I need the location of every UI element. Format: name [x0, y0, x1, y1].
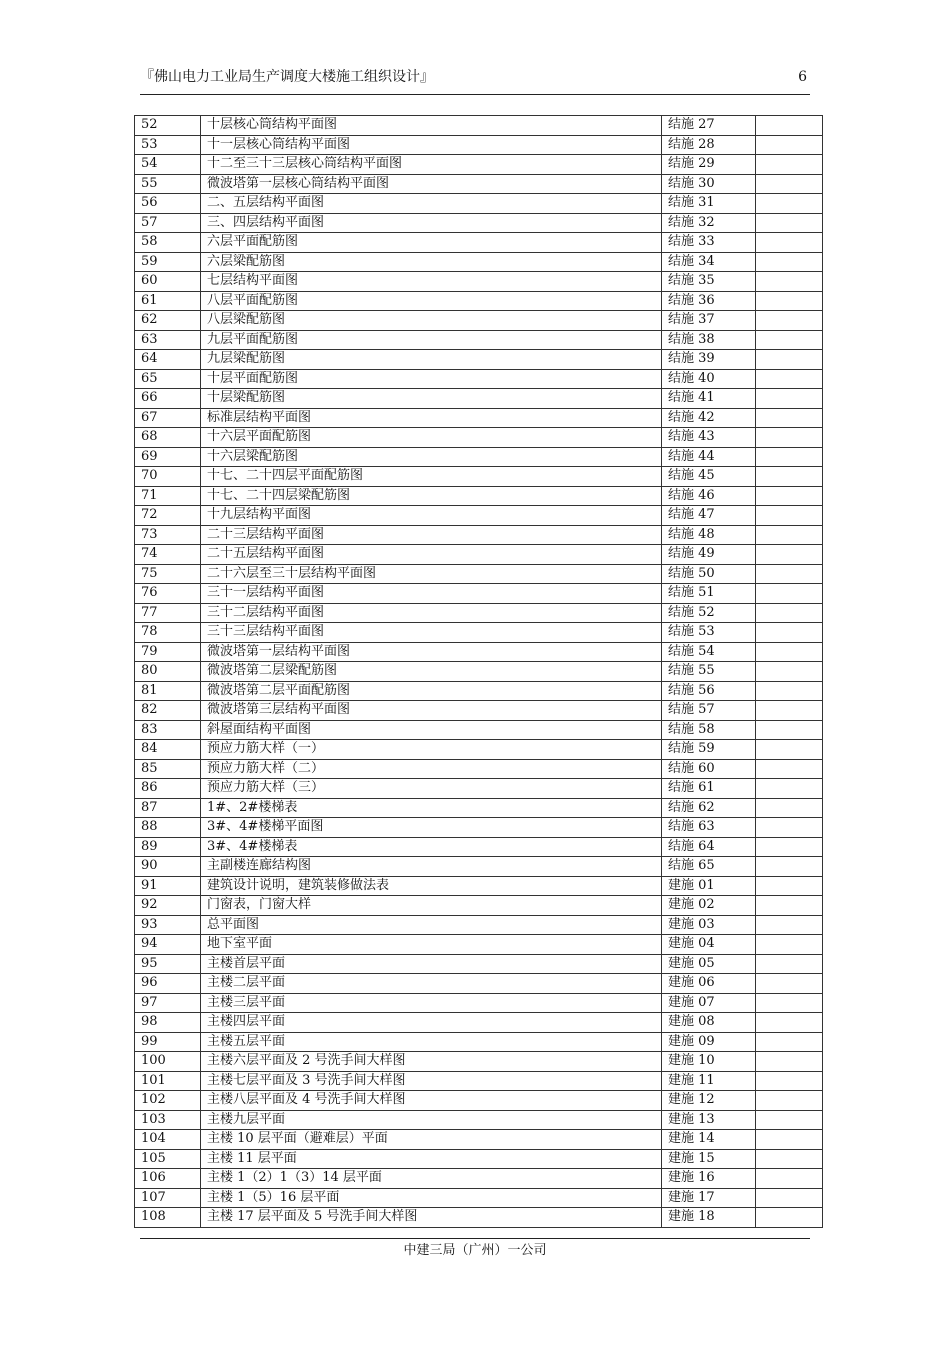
table-row	[135, 876, 823, 896]
note-cell	[756, 623, 823, 643]
drawing-name-cell: 3#、4#楼梯平面图	[201, 818, 662, 838]
row-number-cell: 99	[135, 1032, 201, 1052]
row-number-cell: 102	[135, 1091, 201, 1111]
row-number-cell: 103	[135, 1110, 201, 1130]
table-row	[135, 428, 823, 448]
note-cell	[756, 837, 823, 857]
row-number-cell: 89	[135, 837, 201, 857]
table-row	[135, 896, 823, 916]
drawing-code-cell: 结施 54	[662, 642, 756, 662]
row-number-cell: 80	[135, 662, 201, 682]
drawing-name-cell: 三十一层结构平面图	[201, 584, 662, 604]
row-number-cell: 97	[135, 993, 201, 1013]
table-row	[135, 740, 823, 760]
note-cell	[756, 545, 823, 565]
note-cell	[756, 408, 823, 428]
drawing-code-cell: 建施 09	[662, 1032, 756, 1052]
note-cell	[756, 447, 823, 467]
table-row	[135, 1013, 823, 1033]
row-number-cell: 60	[135, 272, 201, 292]
note-cell	[756, 857, 823, 877]
drawing-code-cell: 建施 16	[662, 1169, 756, 1189]
table-row	[135, 603, 823, 623]
drawing-name-cell: 主楼 1（5）16 层平面	[201, 1188, 662, 1208]
drawing-name-cell: 建筑设计说明，建筑装修做法表	[201, 876, 662, 896]
row-number-cell: 85	[135, 759, 201, 779]
note-cell	[756, 1208, 823, 1228]
table-row	[135, 857, 823, 877]
table-row	[135, 311, 823, 331]
table-row	[135, 1052, 823, 1072]
drawing-code-cell: 建施 14	[662, 1130, 756, 1150]
drawing-code-cell: 结施 40	[662, 369, 756, 389]
table-row	[135, 330, 823, 350]
drawing-code-cell: 建施 04	[662, 935, 756, 955]
row-number-cell: 105	[135, 1149, 201, 1169]
table-row	[135, 252, 823, 272]
row-number-cell: 92	[135, 896, 201, 916]
table-row	[135, 993, 823, 1013]
drawing-code-cell: 建施 06	[662, 974, 756, 994]
drawing-code-cell: 结施 59	[662, 740, 756, 760]
drawing-name-cell: 十一层核心筒结构平面图	[201, 135, 662, 155]
drawing-name-cell: 1#、2#楼梯表	[201, 798, 662, 818]
drawing-code-cell: 结施 37	[662, 311, 756, 331]
drawing-list-body	[135, 116, 823, 1228]
row-number-cell: 71	[135, 486, 201, 506]
row-number-cell: 70	[135, 467, 201, 487]
row-number-cell: 83	[135, 720, 201, 740]
row-number-cell: 61	[135, 291, 201, 311]
table-row	[135, 135, 823, 155]
drawing-name-cell: 微波塔第三层结构平面图	[201, 701, 662, 721]
note-cell	[756, 876, 823, 896]
drawing-name-cell: 十六层梁配筋图	[201, 447, 662, 467]
row-number-cell: 81	[135, 681, 201, 701]
row-number-cell: 108	[135, 1208, 201, 1228]
drawing-name-cell: 总平面图	[201, 915, 662, 935]
note-cell	[756, 1032, 823, 1052]
note-cell	[756, 194, 823, 214]
drawing-name-cell: 三、四层结构平面图	[201, 213, 662, 233]
row-number-cell: 77	[135, 603, 201, 623]
drawing-name-cell: 十六层平面配筋图	[201, 428, 662, 448]
drawing-name-cell: 主楼首层平面	[201, 954, 662, 974]
drawing-name-cell: 微波塔第二层梁配筋图	[201, 662, 662, 682]
drawing-name-cell: 九层平面配筋图	[201, 330, 662, 350]
row-number-cell: 91	[135, 876, 201, 896]
row-number-cell: 65	[135, 369, 201, 389]
row-number-cell: 57	[135, 213, 201, 233]
drawing-code-cell: 结施 39	[662, 350, 756, 370]
drawing-code-cell: 建施 01	[662, 876, 756, 896]
table-row	[135, 389, 823, 409]
table-row	[135, 291, 823, 311]
drawing-code-cell: 结施 56	[662, 681, 756, 701]
drawing-name-cell: 3#、4#楼梯表	[201, 837, 662, 857]
note-cell	[756, 311, 823, 331]
row-number-cell: 79	[135, 642, 201, 662]
note-cell	[756, 1013, 823, 1033]
drawing-name-cell: 微波塔第一层核心筒结构平面图	[201, 174, 662, 194]
drawing-code-cell: 结施 60	[662, 759, 756, 779]
drawing-code-cell: 结施 44	[662, 447, 756, 467]
note-cell	[756, 1169, 823, 1189]
drawing-name-cell: 二十五层结构平面图	[201, 545, 662, 565]
note-cell	[756, 564, 823, 584]
drawing-name-cell: 主楼七层平面及 3 号洗手间大样图	[201, 1071, 662, 1091]
table-row	[135, 584, 823, 604]
note-cell	[756, 155, 823, 175]
drawing-name-cell: 七层结构平面图	[201, 272, 662, 292]
row-number-cell: 90	[135, 857, 201, 877]
drawing-name-cell: 十七、二十四层梁配筋图	[201, 486, 662, 506]
drawing-name-cell: 门窗表，门窗大样	[201, 896, 662, 916]
row-number-cell: 94	[135, 935, 201, 955]
drawing-code-cell: 建施 13	[662, 1110, 756, 1130]
note-cell	[756, 954, 823, 974]
drawing-name-cell: 十九层结构平面图	[201, 506, 662, 526]
drawing-name-cell: 预应力筋大样（二）	[201, 759, 662, 779]
table-row	[135, 447, 823, 467]
drawing-code-cell: 建施 12	[662, 1091, 756, 1111]
note-cell	[756, 233, 823, 253]
note-cell	[756, 389, 823, 409]
note-cell	[756, 993, 823, 1013]
drawing-code-cell: 结施 30	[662, 174, 756, 194]
table-row	[135, 116, 823, 136]
drawing-name-cell: 主楼 10 层平面（避难层）平面	[201, 1130, 662, 1150]
drawing-code-cell: 结施 32	[662, 213, 756, 233]
drawing-code-cell: 建施 07	[662, 993, 756, 1013]
table-row	[135, 720, 823, 740]
drawing-code-cell: 建施 10	[662, 1052, 756, 1072]
row-number-cell: 76	[135, 584, 201, 604]
drawing-code-cell: 建施 15	[662, 1149, 756, 1169]
note-cell	[756, 1052, 823, 1072]
row-number-cell: 84	[135, 740, 201, 760]
note-cell	[756, 935, 823, 955]
drawing-code-cell: 结施 57	[662, 701, 756, 721]
row-number-cell: 93	[135, 915, 201, 935]
drawing-name-cell: 地下室平面	[201, 935, 662, 955]
note-cell	[756, 213, 823, 233]
row-number-cell: 66	[135, 389, 201, 409]
note-cell	[756, 759, 823, 779]
note-cell	[756, 428, 823, 448]
note-cell	[756, 252, 823, 272]
drawing-code-cell: 结施 33	[662, 233, 756, 253]
note-cell	[756, 506, 823, 526]
table-row	[135, 467, 823, 487]
table-row	[135, 545, 823, 565]
note-cell	[756, 740, 823, 760]
note-cell	[756, 135, 823, 155]
table-row	[135, 506, 823, 526]
note-cell	[756, 720, 823, 740]
note-cell	[756, 486, 823, 506]
drawing-name-cell: 标准层结构平面图	[201, 408, 662, 428]
table-row	[135, 798, 823, 818]
drawing-code-cell: 结施 48	[662, 525, 756, 545]
footer-divider	[140, 1238, 810, 1239]
table-row	[135, 1071, 823, 1091]
note-cell	[756, 701, 823, 721]
drawing-code-cell: 结施 45	[662, 467, 756, 487]
row-number-cell: 67	[135, 408, 201, 428]
row-number-cell: 106	[135, 1169, 201, 1189]
row-number-cell: 69	[135, 447, 201, 467]
drawing-code-cell: 建施 02	[662, 896, 756, 916]
drawing-name-cell: 预应力筋大样（一）	[201, 740, 662, 760]
drawing-name-cell: 主楼 11 层平面	[201, 1149, 662, 1169]
table-row	[135, 954, 823, 974]
table-row	[135, 1091, 823, 1111]
row-number-cell: 100	[135, 1052, 201, 1072]
note-cell	[756, 681, 823, 701]
drawing-code-cell: 结施 36	[662, 291, 756, 311]
document-title: 『佛山电力工业局生产调度大楼施工组织设计』	[140, 69, 434, 85]
drawing-code-cell: 结施 43	[662, 428, 756, 448]
drawing-name-cell: 三十三层结构平面图	[201, 623, 662, 643]
drawing-name-cell: 六层梁配筋图	[201, 252, 662, 272]
drawing-name-cell: 主副楼连廊结构图	[201, 857, 662, 877]
note-cell	[756, 291, 823, 311]
note-cell	[756, 1091, 823, 1111]
row-number-cell: 64	[135, 350, 201, 370]
drawing-name-cell: 十层平面配筋图	[201, 369, 662, 389]
table-row	[135, 369, 823, 389]
row-number-cell: 73	[135, 525, 201, 545]
drawing-code-cell: 结施 53	[662, 623, 756, 643]
table-row	[135, 194, 823, 214]
table-row	[135, 915, 823, 935]
drawing-name-cell: 二、五层结构平面图	[201, 194, 662, 214]
row-number-cell: 63	[135, 330, 201, 350]
note-cell	[756, 1149, 823, 1169]
table-row	[135, 174, 823, 194]
drawing-name-cell: 主楼八层平面及 4 号洗手间大样图	[201, 1091, 662, 1111]
note-cell	[756, 525, 823, 545]
drawing-code-cell: 建施 11	[662, 1071, 756, 1091]
drawing-code-cell: 结施 52	[662, 603, 756, 623]
table-row	[135, 1208, 823, 1228]
table-row	[135, 233, 823, 253]
drawing-name-cell: 主楼二层平面	[201, 974, 662, 994]
table-row	[135, 486, 823, 506]
drawing-name-cell: 十二至三十三层核心筒结构平面图	[201, 155, 662, 175]
drawing-name-cell: 微波塔第二层平面配筋图	[201, 681, 662, 701]
drawing-name-cell: 主楼九层平面	[201, 1110, 662, 1130]
drawing-code-cell: 结施 49	[662, 545, 756, 565]
page-number: 6	[798, 69, 807, 85]
note-cell	[756, 116, 823, 136]
drawing-name-cell: 主楼四层平面	[201, 1013, 662, 1033]
note-cell	[756, 467, 823, 487]
drawing-name-cell: 九层梁配筋图	[201, 350, 662, 370]
note-cell	[756, 642, 823, 662]
table-row	[135, 564, 823, 584]
table-row	[135, 213, 823, 233]
row-number-cell: 62	[135, 311, 201, 331]
drawing-code-cell: 结施 38	[662, 330, 756, 350]
drawing-code-cell: 建施 18	[662, 1208, 756, 1228]
row-number-cell: 107	[135, 1188, 201, 1208]
drawing-code-cell: 结施 31	[662, 194, 756, 214]
note-cell	[756, 974, 823, 994]
row-number-cell: 104	[135, 1130, 201, 1150]
table-row	[135, 837, 823, 857]
table-row	[135, 408, 823, 428]
drawing-code-cell: 建施 05	[662, 954, 756, 974]
note-cell	[756, 584, 823, 604]
drawing-name-cell: 十层梁配筋图	[201, 389, 662, 409]
note-cell	[756, 818, 823, 838]
row-number-cell: 68	[135, 428, 201, 448]
note-cell	[756, 1130, 823, 1150]
drawing-list-table	[134, 115, 823, 1228]
row-number-cell: 75	[135, 564, 201, 584]
page-header	[140, 64, 810, 95]
drawing-name-cell: 八层梁配筋图	[201, 311, 662, 331]
drawing-code-cell: 结施 62	[662, 798, 756, 818]
note-cell	[756, 369, 823, 389]
drawing-code-cell: 结施 27	[662, 116, 756, 136]
drawing-code-cell: 结施 29	[662, 155, 756, 175]
note-cell	[756, 779, 823, 799]
row-number-cell: 86	[135, 779, 201, 799]
drawing-code-cell: 结施 46	[662, 486, 756, 506]
drawing-name-cell: 预应力筋大样（三）	[201, 779, 662, 799]
drawing-code-cell: 结施 47	[662, 506, 756, 526]
table-row	[135, 1130, 823, 1150]
table-row	[135, 701, 823, 721]
row-number-cell: 95	[135, 954, 201, 974]
drawing-name-cell: 斜屋面结构平面图	[201, 720, 662, 740]
drawing-code-cell: 结施 58	[662, 720, 756, 740]
drawing-code-cell: 建施 08	[662, 1013, 756, 1033]
drawing-name-cell: 二十六层至三十层结构平面图	[201, 564, 662, 584]
table-row	[135, 1169, 823, 1189]
table-row	[135, 662, 823, 682]
drawing-name-cell: 八层平面配筋图	[201, 291, 662, 311]
row-number-cell: 56	[135, 194, 201, 214]
note-cell	[756, 1188, 823, 1208]
row-number-cell: 82	[135, 701, 201, 721]
drawing-name-cell: 十七、二十四层平面配筋图	[201, 467, 662, 487]
row-number-cell: 74	[135, 545, 201, 565]
drawing-name-cell: 六层平面配筋图	[201, 233, 662, 253]
table-row	[135, 818, 823, 838]
drawing-code-cell: 结施 35	[662, 272, 756, 292]
drawing-code-cell: 结施 28	[662, 135, 756, 155]
table-row	[135, 272, 823, 292]
row-number-cell: 98	[135, 1013, 201, 1033]
drawing-name-cell: 主楼五层平面	[201, 1032, 662, 1052]
note-cell	[756, 798, 823, 818]
row-number-cell: 58	[135, 233, 201, 253]
drawing-code-cell: 结施 41	[662, 389, 756, 409]
drawing-name-cell: 三十二层结构平面图	[201, 603, 662, 623]
note-cell	[756, 174, 823, 194]
note-cell	[756, 603, 823, 623]
drawing-code-cell: 结施 50	[662, 564, 756, 584]
table-row	[135, 759, 823, 779]
table-row	[135, 525, 823, 545]
drawing-name-cell: 二十三层结构平面图	[201, 525, 662, 545]
row-number-cell: 55	[135, 174, 201, 194]
note-cell	[756, 915, 823, 935]
table-row	[135, 1188, 823, 1208]
row-number-cell: 52	[135, 116, 201, 136]
drawing-name-cell: 微波塔第一层结构平面图	[201, 642, 662, 662]
note-cell	[756, 1110, 823, 1130]
drawing-name-cell: 十层核心筒结构平面图	[201, 116, 662, 136]
drawing-name-cell: 主楼三层平面	[201, 993, 662, 1013]
footer-company: 中建三局（广州）一公司	[403, 1243, 547, 1258]
table-row	[135, 350, 823, 370]
drawing-code-cell: 建施 17	[662, 1188, 756, 1208]
drawing-code-cell: 结施 64	[662, 837, 756, 857]
table-row	[135, 155, 823, 175]
table-row	[135, 1032, 823, 1052]
drawing-code-cell: 结施 42	[662, 408, 756, 428]
table-row	[135, 974, 823, 994]
row-number-cell: 88	[135, 818, 201, 838]
row-number-cell: 87	[135, 798, 201, 818]
drawing-code-cell: 结施 61	[662, 779, 756, 799]
table-row	[135, 1110, 823, 1130]
drawing-code-cell: 结施 55	[662, 662, 756, 682]
row-number-cell: 53	[135, 135, 201, 155]
drawing-code-cell: 结施 65	[662, 857, 756, 877]
row-number-cell: 78	[135, 623, 201, 643]
note-cell	[756, 896, 823, 916]
note-cell	[756, 662, 823, 682]
table-row	[135, 642, 823, 662]
drawing-code-cell: 结施 34	[662, 252, 756, 272]
drawing-code-cell: 结施 63	[662, 818, 756, 838]
row-number-cell: 101	[135, 1071, 201, 1091]
row-number-cell: 72	[135, 506, 201, 526]
row-number-cell: 59	[135, 252, 201, 272]
table-row	[135, 623, 823, 643]
drawing-name-cell: 主楼 1（2）1（3）14 层平面	[201, 1169, 662, 1189]
table-row	[135, 681, 823, 701]
note-cell	[756, 350, 823, 370]
note-cell	[756, 272, 823, 292]
table-row	[135, 779, 823, 799]
row-number-cell: 54	[135, 155, 201, 175]
note-cell	[756, 330, 823, 350]
drawing-code-cell: 结施 51	[662, 584, 756, 604]
table-row	[135, 1149, 823, 1169]
table-row	[135, 935, 823, 955]
drawing-code-cell: 建施 03	[662, 915, 756, 935]
note-cell	[756, 1071, 823, 1091]
drawing-name-cell: 主楼六层平面及 2 号洗手间大样图	[201, 1052, 662, 1072]
drawing-name-cell: 主楼 17 层平面及 5 号洗手间大样图	[201, 1208, 662, 1228]
row-number-cell: 96	[135, 974, 201, 994]
